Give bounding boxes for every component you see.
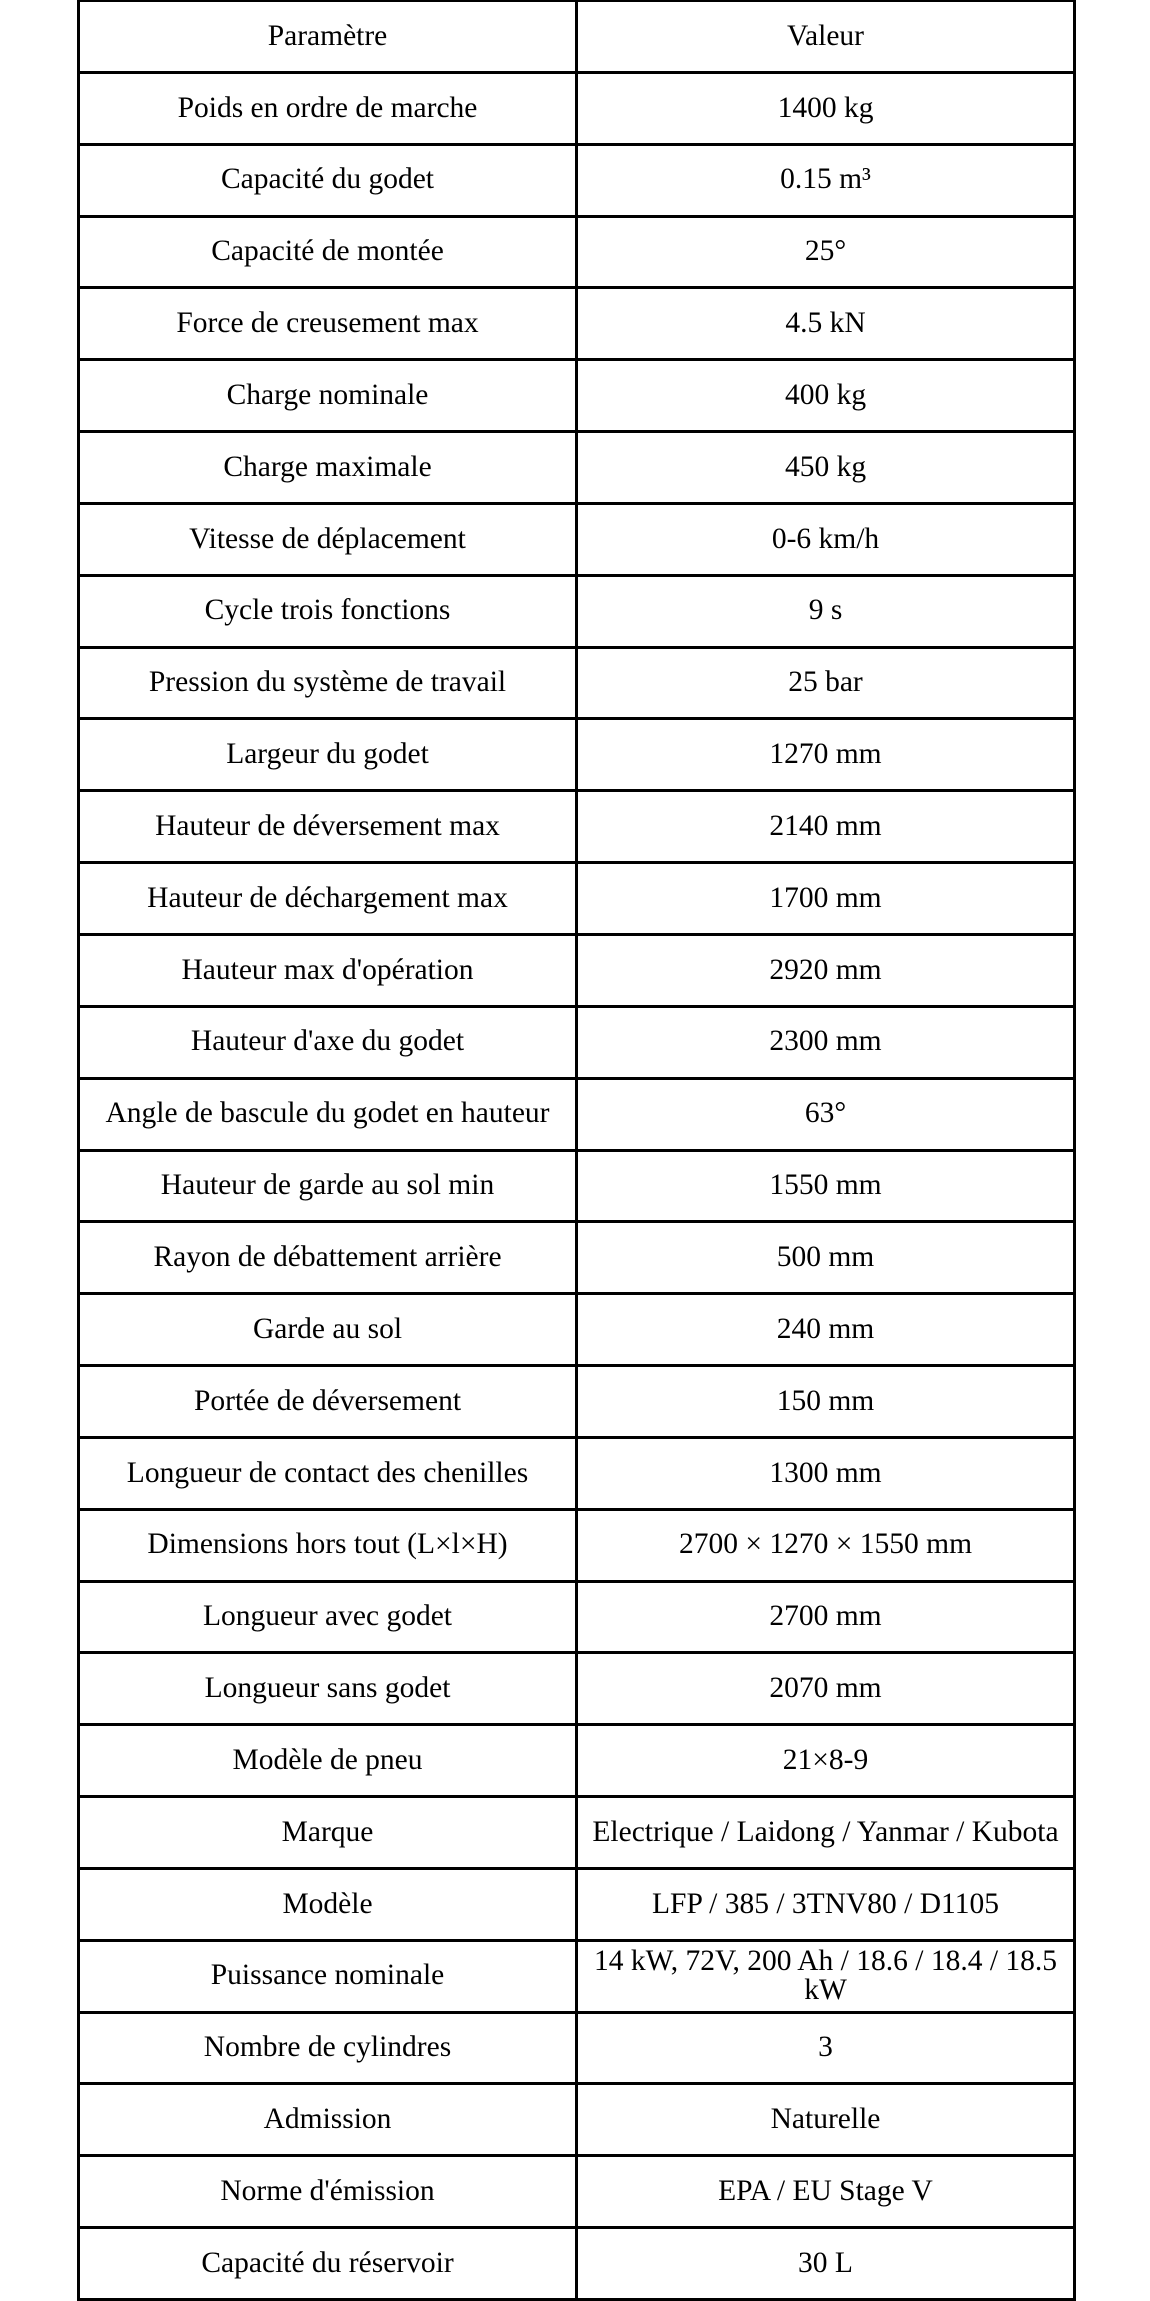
table-row <box>79 144 1075 216</box>
parameter-cell: Cycle trois fonctions <box>79 575 577 647</box>
table-row <box>79 1797 1075 1869</box>
table-row <box>79 2084 1075 2156</box>
parameter-cell: Admission <box>79 2084 577 2156</box>
table-row <box>79 1509 1075 1581</box>
value-cell: 1300 mm <box>577 1437 1075 1509</box>
value-cell: 1700 mm <box>577 863 1075 935</box>
table-row <box>79 1868 1075 1940</box>
parameter-cell: Largeur du godet <box>79 719 577 791</box>
table-row <box>79 1078 1075 1150</box>
table-row <box>79 934 1075 1006</box>
parameter-cell: Rayon de débattement arrière <box>79 1222 577 1294</box>
parameter-cell: Hauteur de déversement max <box>79 791 577 863</box>
parameter-cell: Angle de bascule du godet en hauteur <box>79 1078 577 1150</box>
parameter-cell: Modèle de pneu <box>79 1725 577 1797</box>
parameter-cell: Capacité de montée <box>79 216 577 288</box>
value-cell: 2700 mm <box>577 1581 1075 1653</box>
value-cell: 2300 mm <box>577 1006 1075 1078</box>
parameter-cell: Garde au sol <box>79 1294 577 1366</box>
value-cell: 0.15 m³ <box>577 144 1075 216</box>
table-row <box>79 2156 1075 2228</box>
parameter-cell: Longueur de contact des chenilles <box>79 1437 577 1509</box>
parameter-cell: Nombre de cylindres <box>79 2012 577 2084</box>
value-cell: LFP / 385 / 3TNV80 / D1105 <box>577 1868 1075 1940</box>
value-cell: 1270 mm <box>577 719 1075 791</box>
parameter-cell: Charge nominale <box>79 360 577 432</box>
value-cell: Electrique / Laidong / Yanmar / Kubota <box>577 1797 1075 1869</box>
value-cell: 9 s <box>577 575 1075 647</box>
value-cell: 63° <box>577 1078 1075 1150</box>
value-cell: EPA / EU Stage V <box>577 2156 1075 2228</box>
table-row <box>79 360 1075 432</box>
parameter-cell: Hauteur max d'opération <box>79 934 577 1006</box>
parameter-cell: Norme d'émission <box>79 2156 577 2228</box>
table-row <box>79 216 1075 288</box>
value-cell: 500 mm <box>577 1222 1075 1294</box>
value-cell: 3 <box>577 2012 1075 2084</box>
parameter-cell: Poids en ordre de marche <box>79 72 577 144</box>
value-cell: 2920 mm <box>577 934 1075 1006</box>
parameter-cell: Capacité du réservoir <box>79 2228 577 2300</box>
value-cell: 2140 mm <box>577 791 1075 863</box>
value-cell: 2700 × 1270 × 1550 mm <box>577 1509 1075 1581</box>
parameter-cell: Hauteur de garde au sol min <box>79 1150 577 1222</box>
table-row <box>79 1725 1075 1797</box>
table-row <box>79 575 1075 647</box>
table-row <box>79 503 1075 575</box>
value-cell: 150 mm <box>577 1366 1075 1438</box>
header-parameter: Paramètre <box>79 1 577 73</box>
table-row <box>79 791 1075 863</box>
parameter-cell: Marque <box>79 1797 577 1869</box>
parameter-cell: Puissance nominale <box>79 1940 577 2012</box>
parameter-cell: Hauteur de déchargement max <box>79 863 577 935</box>
table-row <box>79 1006 1075 1078</box>
table-row <box>79 863 1075 935</box>
parameter-cell: Hauteur d'axe du godet <box>79 1006 577 1078</box>
value-cell: 30 L <box>577 2228 1075 2300</box>
parameter-cell: Portée de déversement <box>79 1366 577 1438</box>
table-row <box>79 647 1075 719</box>
value-cell: Naturelle <box>577 2084 1075 2156</box>
table-row <box>79 1366 1075 1438</box>
parameter-cell: Force de creusement max <box>79 288 577 360</box>
value-cell: 2070 mm <box>577 1653 1075 1725</box>
value-cell: 25° <box>577 216 1075 288</box>
table-row <box>79 432 1075 504</box>
value-cell: 240 mm <box>577 1294 1075 1366</box>
table-row <box>79 1581 1075 1653</box>
table-row <box>79 1437 1075 1509</box>
table-row <box>79 1150 1075 1222</box>
table-header-row <box>79 1 1075 73</box>
value-cell: 14 kW, 72V, 200 Ah / 18.6 / 18.4 / 18.5 kW <box>577 1940 1075 2012</box>
parameter-cell: Longueur sans godet <box>79 1653 577 1725</box>
parameter-cell: Capacité du godet <box>79 144 577 216</box>
value-cell: 4.5 kN <box>577 288 1075 360</box>
value-cell: 0-6 km/h <box>577 503 1075 575</box>
parameter-cell: Charge maximale <box>79 432 577 504</box>
parameter-cell: Pression du système de travail <box>79 647 577 719</box>
table-row <box>79 2228 1075 2300</box>
table-row <box>79 288 1075 360</box>
table-row <box>79 1222 1075 1294</box>
value-cell: 21×8-9 <box>577 1725 1075 1797</box>
value-cell: 1400 kg <box>577 72 1075 144</box>
value-cell: 25 bar <box>577 647 1075 719</box>
parameter-cell: Vitesse de déplacement <box>79 503 577 575</box>
value-cell: 1550 mm <box>577 1150 1075 1222</box>
header-value: Valeur <box>577 1 1075 73</box>
specifications-table <box>77 0 1076 2301</box>
table-row <box>79 719 1075 791</box>
table-body <box>79 72 1075 2299</box>
table-row <box>79 72 1075 144</box>
value-cell: 400 kg <box>577 360 1075 432</box>
parameter-cell: Modèle <box>79 1868 577 1940</box>
parameter-cell: Dimensions hors tout (L×l×H) <box>79 1509 577 1581</box>
table-row <box>79 2012 1075 2084</box>
parameter-cell: Longueur avec godet <box>79 1581 577 1653</box>
value-cell: 450 kg <box>577 432 1075 504</box>
table-row <box>79 1653 1075 1725</box>
table-row <box>79 1294 1075 1366</box>
table-row <box>79 1940 1075 2012</box>
